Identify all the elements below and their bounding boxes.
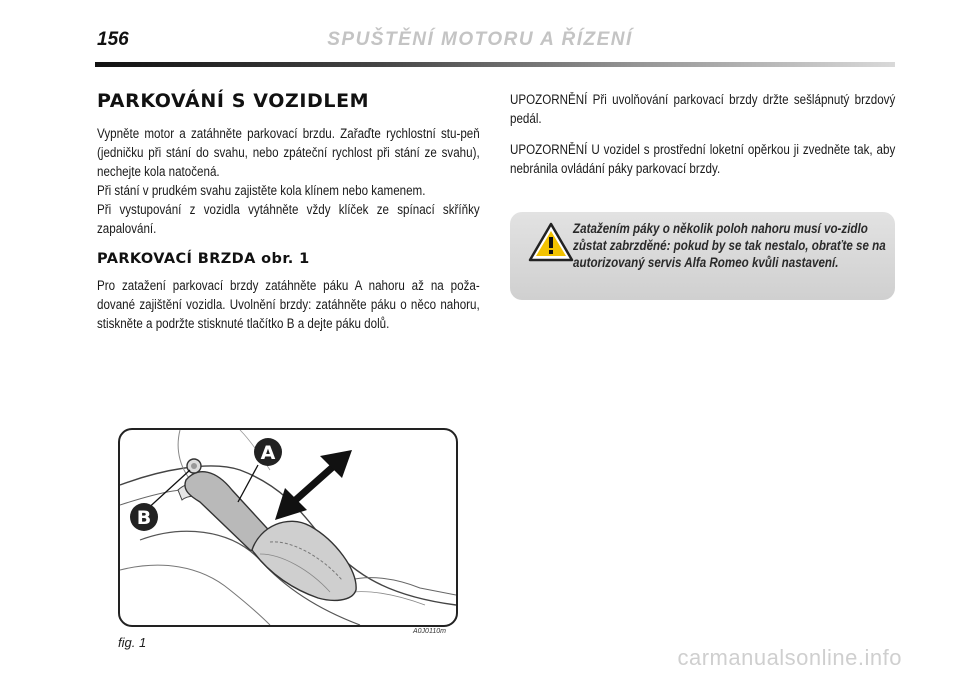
subsection-heading: PARKOVACÍ BRZDA obr. 1 — [97, 251, 310, 267]
left-column — [97, 90, 480, 333]
figure-frame — [118, 428, 458, 627]
handbrake-boot — [252, 521, 356, 600]
note-armrest: UPOZORNĚNÍ U vozidel s prostřední loketní opěrkou ji zvedněte tak, aby nebránila ovládání páky parkovací brzdy. — [510, 142, 896, 176]
paragraph-slope: Při stání v prudkém svahu zajistěte kola klínem nebo kamenem. — [97, 183, 426, 198]
callout-b-label: B — [136, 507, 152, 529]
paragraph-key: Při vystupování z vozidla vytáhněte vždy klíček ze spínací skříňky zapalování. — [97, 202, 480, 236]
watermark-text: carmanualsonline.info — [677, 645, 902, 670]
handbrake-illustration — [120, 430, 456, 625]
figure-caption: fig. 1 — [118, 635, 147, 650]
warning-box — [510, 212, 895, 300]
watermark — [0, 645, 960, 671]
warning-text: Zatažením páky o několik poloh nahoru musí vo-zidlo zůstat zabrzděné: pokud by se tak nestalo, obraťte se na autorizovaný servis Alfa Romeo kvůli nastavení. — [573, 221, 886, 270]
right-column — [510, 90, 895, 190]
direction-arrow-icon — [275, 450, 352, 520]
chapter-title: SPUŠTĚNÍ MOTORU A ŘÍZENÍ — [327, 29, 633, 50]
callout-a-label: A — [260, 442, 276, 464]
paragraph-parking: Vypněte motor a zatáhněte parkovací brzdu. Zařaďte rychlostní stu-peň (jedničku při stání do svahu, nebo zpáteční rychlost při stání ze svahu), nechejte kola natočená. — [97, 126, 480, 179]
paragraph-handbrake: Pro zatažení parkovací brzdy zatáhněte páku A nahoru až na poža-dované zajištění vozidla. Uvolnění brzdy: zatáhněte páku o něco nahoru, stiskněte a podržte stisknuté tlačítko B a dejte páku dolů. — [97, 278, 480, 331]
figure-code: A0J0110m — [413, 628, 446, 635]
section-heading: PARKOVÁNÍ S VOZIDLEM — [97, 90, 370, 112]
page-number: 156 — [97, 29, 129, 50]
note-release-brake: UPOZORNĚNÍ Při uvolňování parkovací brzdy držte sešlápnutý brzdový pedál. — [510, 92, 896, 126]
header-rule — [95, 62, 895, 67]
